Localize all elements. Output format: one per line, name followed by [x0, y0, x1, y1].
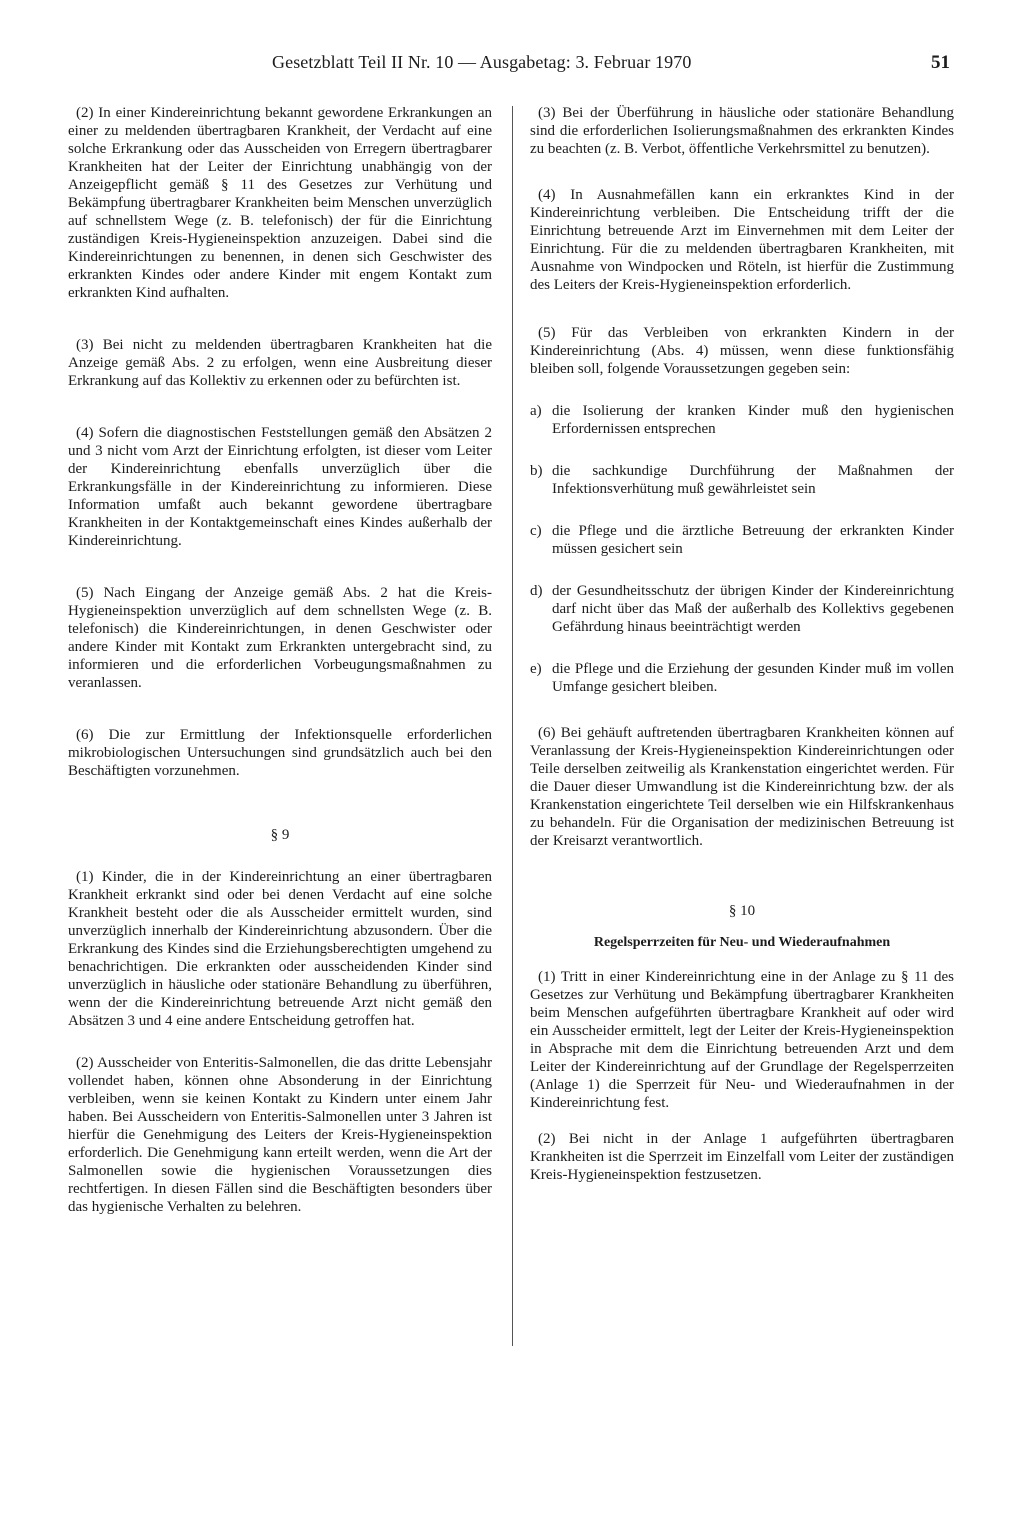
list-item-d [530, 582, 954, 636]
header-title: Gesetzblatt Teil II Nr. 10 — Ausgabetag: 3. Februar 1970 [272, 52, 692, 72]
paragraph-8-6: (6) Die zur Ermittlung der Infektionsquelle erforderlichen mikrobiologischen Untersuchungen sind grundsätzlich auch bei den Beschäftigten vorzunehmen. [68, 727, 492, 779]
list-text-c: die Pflege und die ärztliche Betreuung der erkrankten Kinder müssen gesichert sein [552, 523, 954, 557]
left-column [68, 104, 492, 1216]
text-columns [68, 104, 958, 1464]
list-text-e: die Pflege und die Erziehung der gesunden Kinder muß im vollen Umfange gesichert bleiben. [552, 661, 954, 695]
list-label-b: b) [530, 463, 543, 479]
paragraph-10-1: (1) Tritt in einer Kindereinrichtung eine in der Anlage zu § 11 des Gesetzes zur Verhütung und Bekämpfung übertragbarer Krankheiten beim Menschen aufgeführten übertragbare Krankheit auf oder wird ein Ausscheider ermittelt, legt der Leiter der Kreis-Hygieneinspektion in Absprache mit dem die Einrichtung betreuenden Arzt und dem Leiter der Kindereinrichtung auf der Grundlage der Regelsperrzeiten (Anlage 1) die Sperrzeit für Neu- und Wiederaufnahmen in der Kindereinrichtung fest. [530, 969, 954, 1111]
right-column [530, 104, 954, 1184]
column-divider [512, 106, 513, 1346]
paragraph-8-2: (2) In einer Kindereinrichtung bekannt gewordene Erkrankungen an einer zu meldenden übertragbaren Krankheit, der Verdacht auf eine solche Erkrankung oder das Ausscheiden von Erregern übertragbarer Krankheiten hat der Leiter der Einrichtung unabhängig von der Anzeigepflicht gemäß § 11 des Gesetzes zur Verhütung und Bekämpfung übertragbarer Krankheiten beim Menschen unverzüglich auf schnellstem Wege (z. B. telefonisch) der für die Einrichtung zuständigen Kreis-Hygieneinspektion anzuzeigen. Dabei sind die Kindereinrichtungen zu benennen, in denen sich Geschwister des erkrankten Kindes oder andere Kinder mit engem Kontakt zum erkrankten Kind aufhalten. [68, 105, 492, 301]
page-number: 51 [931, 52, 950, 73]
list-item-c [530, 522, 954, 558]
section-10-heading: § 10 [728, 903, 756, 919]
list-item-a [530, 402, 954, 438]
paragraph-8-3: (3) Bei nicht zu meldenden übertragbaren Krankheiten hat die Anzeige gemäß Abs. 2 zu erfolgen, wenn eine Ausbreitung dieser Erkrankung auf das Kollektiv zu erkennen oder zu befürchten ist. [68, 337, 492, 389]
paragraph-9-3: (3) Bei der Überführung in häusliche oder stationäre Behandlung sind die erforderlichen Isolierungsmaßnahmen des erkrankten Kindes zu beachten (z. B. Verbot, öffentliche Verkehrsmittel zu benutzen). [530, 105, 954, 157]
paragraph-9-1: (1) Kinder, die in der Kindereinrichtung an einer übertragbaren Krankheit erkrankt sind oder bei denen Verdacht auf eine solche Krankheit besteht oder die als Ausscheider ermittelt wurden, sind unverzüglich innerhalb der Kindereinrichtung abzusondern. Über die Erkrankung des Kindes sind die Erziehungsberechtigten umgehend zu benachrichtigen. Die erkrankten oder ausscheidenden Kinder sind unverzüglich in häusliche oder stationäre Behandlung zu überführen, wenn der die Kindereinrichtung betreuende Arzt nicht gemäß den Absätzen 3 und 4 eine andere Entscheidung getroffen hat. [68, 869, 492, 1029]
list-label-d: d) [530, 583, 543, 599]
paragraph-9-6: (6) Bei gehäuft auftretenden übertragbaren Krankheiten können auf Veranlassung der Kreis-Hygieneinspektion Kindereinrichtungen oder Teile derselben zeitweilig als Krankenstation eingerichtet werden. Für die Dauer dieser Umwandlung ist die Kindereinrichtung bzw. der als Krankenstation eingerichtete Teil derselben wie ein Hilfskrankenhaus zu behandeln. Für die Organisation der medizinischen Betreuung ist der Kreisarzt verantwortlich. [530, 725, 954, 849]
list-label-e: e) [530, 661, 542, 677]
list-item-e [530, 660, 954, 696]
list-text-a: die Isolierung der kranken Kinder muß den hygienischen Erfordernissen entsprechen [552, 403, 954, 437]
list-item-b [530, 462, 954, 498]
paragraph-9-4: (4) In Ausnahmefällen kann ein erkranktes Kind in der Kindereinrichtung verbleiben. Die Entscheidung trifft der die Einrichtung betreuende Arzt im Einvernehmen mit dem Leiter der Einrichtung. Für die zu meldenden übertragbaren Krankheiten, mit Ausnahme von Windpocken und Röteln, ist hierfür die Zustimmung des Leiters der Kreis-Hygieneinspektion erforderlich. [530, 187, 954, 293]
page-header [250, 52, 960, 82]
paragraph-8-5: (5) Nach Eingang der Anzeige gemäß Abs. 2 hat die Kreis-Hygieneinspektion unverzüglich auf dem schnellsten Wege (z. B. telefonisch) die Kindereinrichtungen, in denen Geschwister oder andere Kinder mit Kontakt zum Erkrankten untergebracht sind, zu informieren und die erforderlichen Vorbeugungsmaßnahmen zu veranlassen. [68, 585, 492, 691]
paragraph-8-4: (4) Sofern die diagnostischen Feststellungen gemäß den Absätzen 2 und 3 nicht vom Arzt der Einrichtung erfolgten, ist dieser vom Leiter der Kindereinrichtung ebenfalls unverzüglich über die Erkrankungsfälle in der Kindereinrichtung zu informieren. Diese Information umfaßt auch bekannt gewordene übertragbare Krankheiten in der Kontaktgemeinschaft eines Kindes außerhalb der Kindereinrichtung. [68, 425, 492, 549]
section-9-heading: § 9 [270, 827, 290, 843]
paragraph-9-2: (2) Ausscheider von Enteritis-Salmonellen, die das dritte Lebensjahr vollendet haben, können ohne Absonderung in der Einrichtung verbleiben, wenn sie keinen Kontakt zu Kindern unter einem Jahr haben. Bei Ausscheidern von Enteritis-Salmonellen unter 3 Jahren ist hierfür die Genehmigung des Leiters der Kreis-Hygieneinspektion erforderlich. Die Genehmigung kann erteilt werden, wenn die Art der Salmonellen sowie die hygienischen Voraussetzungen dies rechtfertigen. In diesen Fällen sind die Beschäftigten besonders über das hygienische Verhalten zu belehren. [68, 1055, 492, 1215]
paragraph-9-5: (5) Für das Verbleiben von erkrankten Kindern in der Kindereinrichtung (Abs. 4) müssen, wenn diese funktionsfähig bleiben soll, folgende Voraussetzungen gegeben sein: [530, 325, 954, 377]
paragraph-10-2: (2) Bei nicht in der Anlage 1 aufgeführten übertragbaren Krankheiten ist die Sperrzeit im Einzelfall vom Leiter der zuständigen Kreis-Hygieneinspektion festzusetzen. [530, 1131, 954, 1183]
list-label-a: a) [530, 403, 542, 419]
list-label-c: c) [530, 523, 542, 539]
section-10-title: Regelsperrzeiten für Neu- und Wiederaufnahmen [593, 935, 891, 950]
list-text-b: die sachkundige Durchführung der Maßnahmen der Infektionsverhütung muß gewährleistet sein [552, 463, 954, 497]
list-text-d: der Gesundheitsschutz der übrigen Kinder der Kindereinrichtung darf nicht über das Maß der außerhalb des Kollektivs gegebenen Gefährdung hinaus beeinträchtigt werden [552, 583, 954, 635]
